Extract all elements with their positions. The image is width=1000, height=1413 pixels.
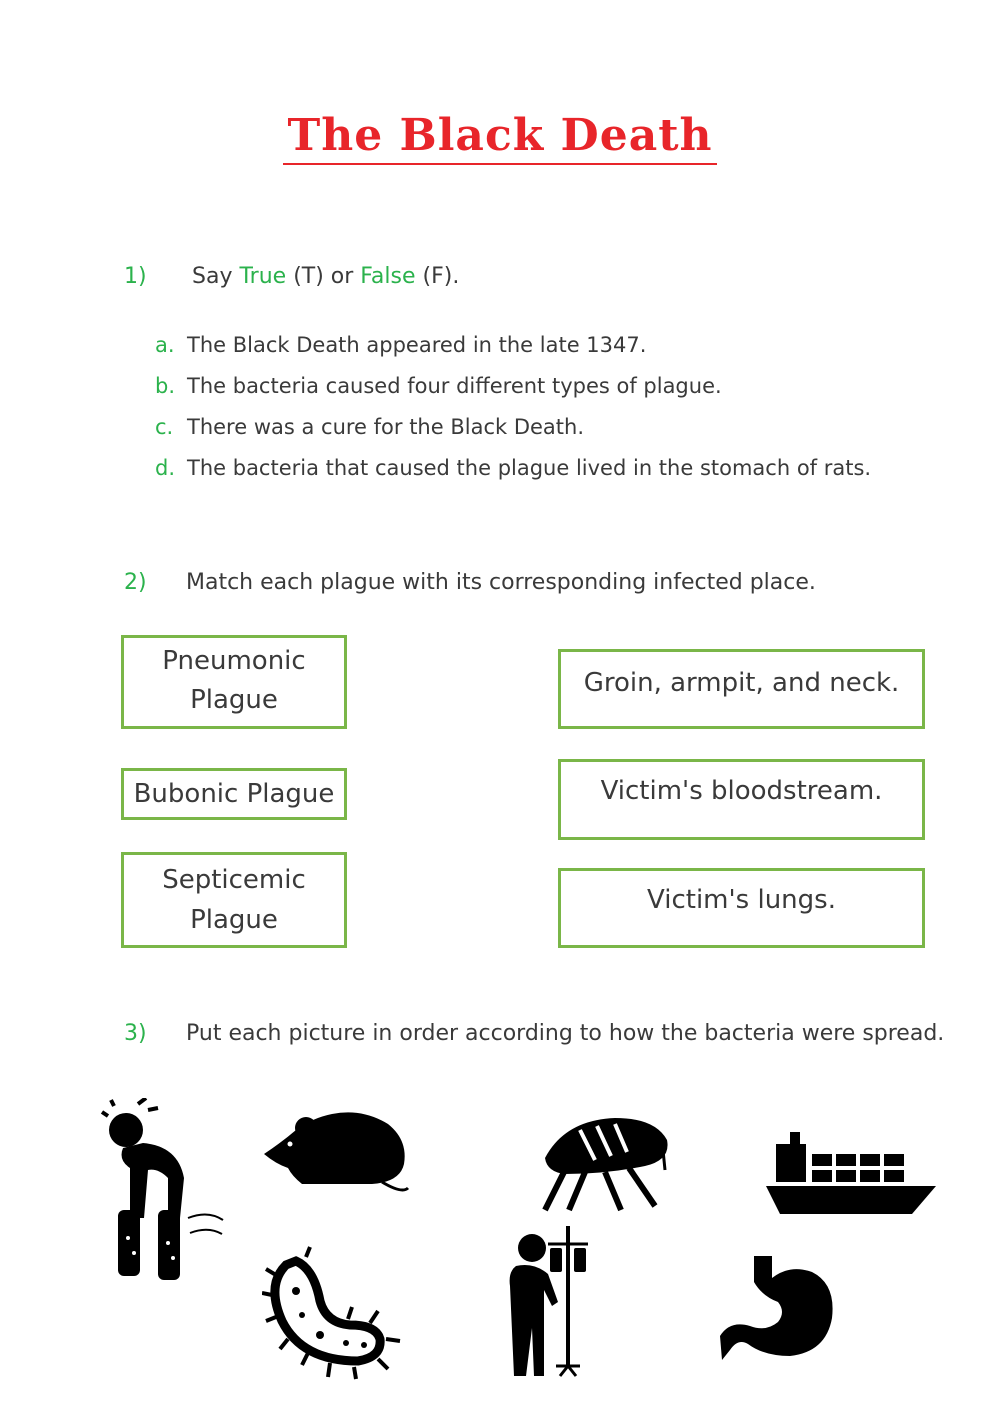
question-1-prompt: Say True (T) or False (F). (192, 264, 460, 289)
question-2-prompt: Match each plague with its corresponding infected place. (186, 570, 816, 595)
page-title: The Black Death (0, 110, 1000, 161)
match-box-lungs[interactable]: Victim's lungs. (558, 868, 925, 948)
bacteria-icon[interactable] (262, 1245, 402, 1381)
match-box-groin[interactable]: Groin, armpit, and neck. (558, 649, 925, 729)
question-number: 2) (124, 570, 147, 595)
flea-icon[interactable] (525, 1110, 673, 1214)
match-box-pneumonic[interactable]: Pneumonic Plague (121, 635, 347, 729)
question-3-prompt: Put each picture in order according to how the bacteria were spread. (186, 1021, 945, 1046)
false-word: False (360, 264, 416, 289)
question-number: 1) (124, 264, 147, 289)
match-box-bubonic[interactable]: Bubonic Plague (121, 768, 347, 820)
question-number: 3) (124, 1021, 147, 1046)
match-box-septicemic[interactable]: Septicemic Plague (121, 852, 347, 948)
true-word: True (239, 264, 287, 289)
rat-icon[interactable] (262, 1104, 414, 1196)
ship-icon[interactable] (766, 1130, 938, 1216)
stomach-icon[interactable] (720, 1252, 838, 1364)
iv-patient-icon[interactable] (500, 1226, 592, 1380)
sick-person-icon[interactable] (98, 1098, 226, 1282)
match-box-bloodstream[interactable]: Victim's bloodstream. (558, 759, 925, 840)
